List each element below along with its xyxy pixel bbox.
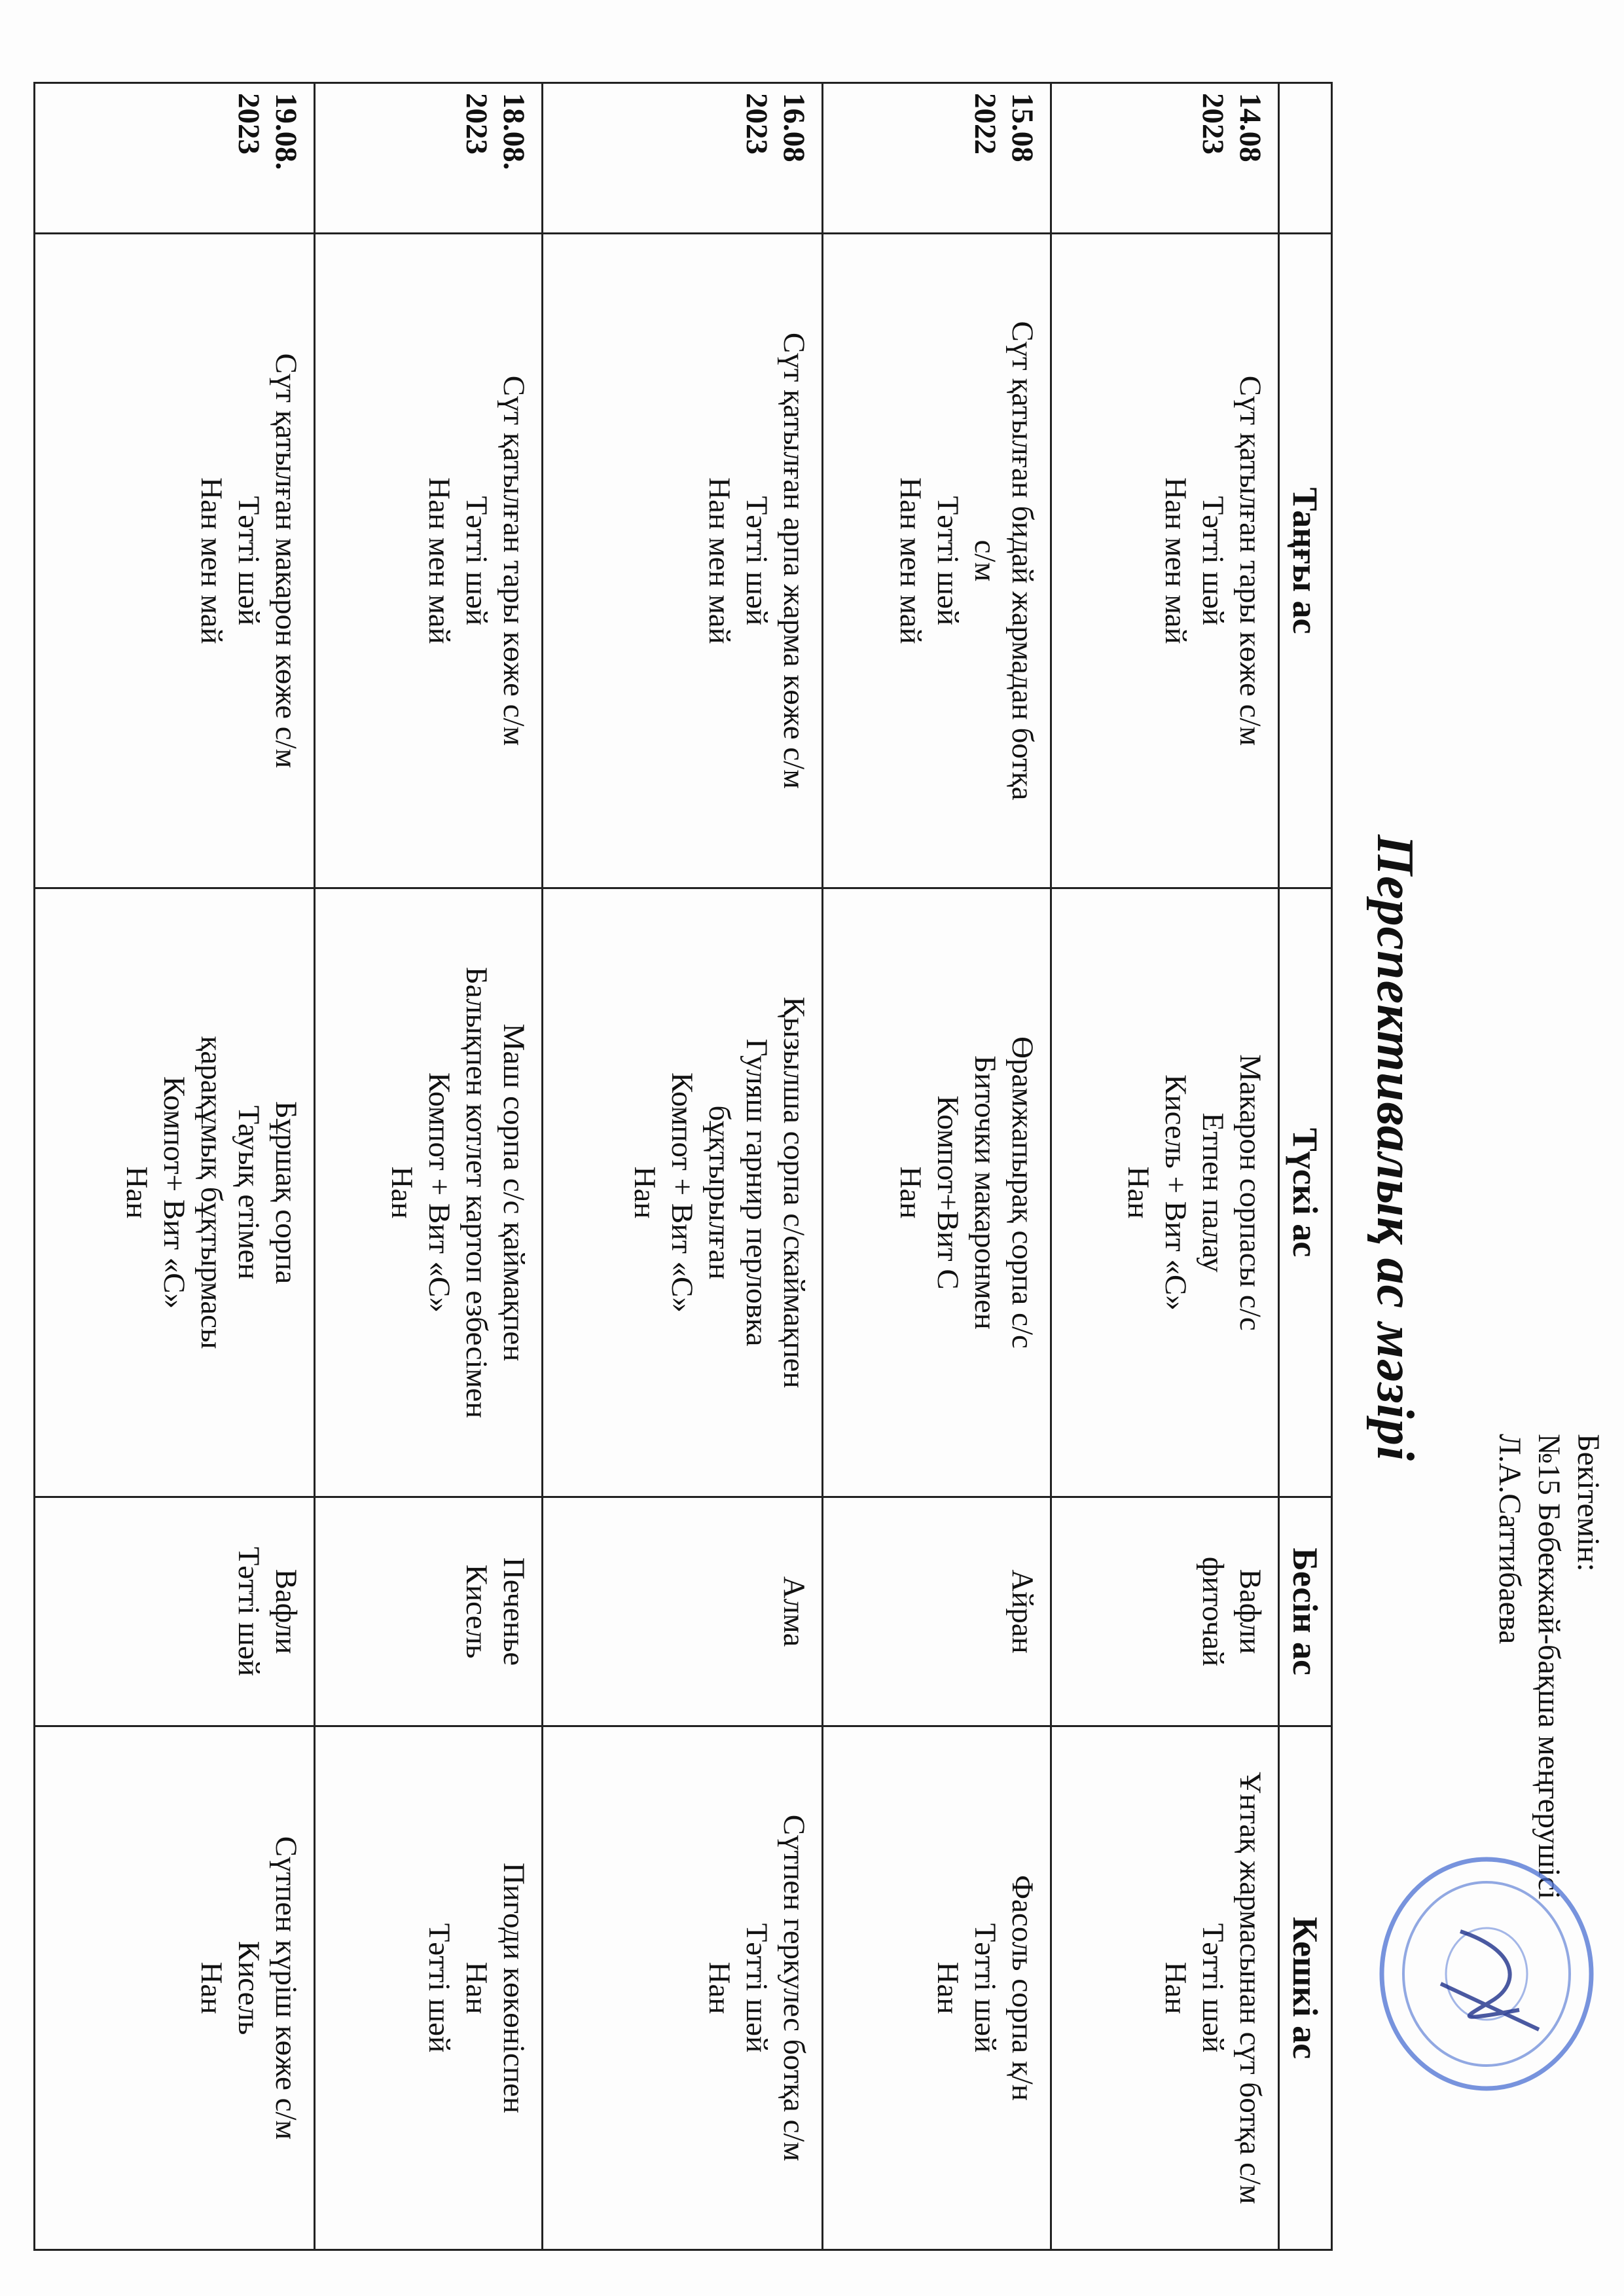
menu-line: Нан [930,1961,965,2014]
menu-line: Фасоль сорпа қ/н [1005,1874,1039,2102]
menu-line: Компот+Вит С [930,1095,965,1290]
menu-line: Тәтті шәй [422,1923,457,2053]
menu-line: Тәтті шәй [460,496,494,626]
menu-line: Нан [120,1166,154,1219]
menu-line: 14.08 [1233,93,1267,162]
menu-line: Бұршақ сорпа [269,1101,304,1285]
menu-line: Тәтті шәй [930,496,965,626]
menu-line: Тәтті шәй [740,1923,774,2053]
menu-line: Етпен палау [1196,1112,1230,1273]
menu-line: Нан [385,1166,420,1219]
menu-line: Компот + Вит «С» [665,1072,700,1313]
menu-line: 2023 [460,93,494,155]
cell-breakfast [35,234,315,888]
menu-line: Компот+ Вит «С» [157,1076,192,1309]
menu-line: Қызылша сорпа с/скаймақпен [777,996,812,1389]
approval-block [1490,1434,1608,1958]
column-header-snack: Бесін ас [1279,1497,1332,1726]
menu-line: Кисель [460,1564,494,1659]
cell-dinner [35,1726,315,2250]
cell-lunch [823,888,1051,1497]
menu-line: Вафли [269,1569,304,1654]
menu-line: фиточай [1196,1556,1230,1667]
cell-date [543,83,823,234]
menu-line: Гуляш гарнир перловка [740,1038,774,1347]
menu-line: Тәтті шәй [232,1546,266,1677]
menu-line: Нан мен май [422,477,457,644]
menu-line: Сүт қатылған макарон көже с/м [269,353,304,769]
cell-snack [823,1497,1051,1726]
cell-date [35,83,315,234]
menu-line: Печенье [497,1557,532,1666]
menu-line: Нан мен май [194,477,229,644]
table-row [35,83,315,2250]
menu-line: Нан [1159,1961,1193,2014]
cell-lunch [543,888,823,1497]
cell-breakfast [315,234,543,888]
menu-line: Вафли [1233,1569,1267,1654]
menu-line: Сүтпен күріш көже с/м [269,1836,304,2140]
cell-dinner [823,1726,1051,2250]
column-header-dinner: Кешкі ас [1279,1726,1332,2250]
menu-line: Макарон сорпасы с/с [1233,1054,1267,1331]
menu-line: 19.08. [269,93,304,170]
menu-line: Кисель + Вит «С» [1159,1074,1193,1311]
menu-line: Тәтті шәй [1196,1923,1230,2053]
menu-line: Сүт қатылған арпа жарма көже с/м [777,333,812,789]
menu-line: Айран [1005,1569,1039,1654]
menu-line: Компот + Вит «С» [422,1072,457,1313]
table-body [35,83,1279,2250]
column-header-lunch: Түскі ас [1279,888,1332,1497]
menu-line: Кисель [232,1941,266,2035]
page-title: Перспективалық ас мәзірі [1366,834,1424,1462]
cell-dinner [543,1726,823,2250]
table-row [315,83,543,2250]
menu-line: Нан [1121,1166,1155,1219]
table-row [543,83,823,2250]
menu-line: 2022 [967,93,1002,155]
menu-line: Ұнтақ жармасынан сүт ботқа с/м [1233,1772,1267,2204]
table-row [823,83,1051,2250]
menu-line: Сүт қатылған бидай жармадан ботқа [1005,321,1039,801]
cell-date [823,83,1051,234]
menu-line: 18.08. [497,93,532,170]
cell-date [315,83,543,234]
menu-line: Пигоди көкөніспен [497,1862,532,2114]
menu-line: 2023 [1196,93,1230,155]
menu-line: бұқтырылған [702,1105,737,1280]
menu-line: 15.08 [1005,93,1039,162]
menu-line: Сүт қатылған тары көже с/м [1233,375,1267,746]
menu-line: Тәтті шәй [967,1923,1002,2053]
menu-line: Өрамжапырақ сорпа с/с [1005,1036,1039,1349]
cell-date [1051,83,1278,234]
menu-line: Нан [702,1961,737,2014]
cell-snack [543,1497,823,1726]
cell-snack [1051,1497,1278,1726]
cell-dinner [1051,1726,1278,2250]
menu-line: 2023 [232,93,266,155]
menu-line: Нан мен май [1159,477,1193,644]
cell-breakfast [543,234,823,888]
cell-breakfast [1051,234,1278,888]
menu-line: 2023 [740,93,774,155]
cell-dinner [315,1726,543,2250]
menu-line: Маш сорпа с/с қаймақпен [497,1023,532,1362]
cell-snack [35,1497,315,1726]
menu-line: Алма [777,1576,812,1647]
menu-line: 16.08 [777,93,812,162]
menu-table [33,82,1333,2251]
menu-line: Тауық етімен [232,1105,266,1280]
cell-snack [315,1497,543,1726]
menu-line: с/м [967,539,1002,582]
menu-line: қарақұмық бұқтырмасы [194,1036,229,1349]
cell-lunch [315,888,543,1497]
menu-line: Нан [893,1166,928,1219]
table-row [1051,83,1278,2250]
column-header-date [1279,83,1332,234]
approval-line: Бекітемін: [1571,1434,1606,1572]
menu-line: Нан мен май [893,477,928,644]
cell-lunch [1051,888,1278,1497]
menu-line: Тәтті шәй [740,496,774,626]
menu-line: Нан [628,1166,662,1219]
table-header-row [1279,83,1332,2250]
menu-line: Балықпен котлет картоп езбесімен [460,966,494,1419]
menu-line: Тәтті шәй [232,496,266,626]
menu-line: Сүт қатылған тары көже с/м [497,375,532,746]
column-header-breakfast: Таңғы ас [1279,234,1332,888]
menu-line: Нан [460,1961,494,2014]
cell-breakfast [823,234,1051,888]
menu-line: Нан [194,1961,229,2014]
menu-line: Тәтті шәй [1196,496,1230,626]
cell-lunch [35,888,315,1497]
approval-line: Л.А.Саттибаева [1492,1434,1527,1645]
menu-line: Нан мен май [702,477,737,644]
menu-line: Сүтпен геркулес ботқа с/м [777,1814,812,2162]
approval-line: №15 Бөбекжай-бақша меңгерушісі [1532,1434,1566,1900]
menu-line: Биточки макаронмен [967,1055,1002,1330]
